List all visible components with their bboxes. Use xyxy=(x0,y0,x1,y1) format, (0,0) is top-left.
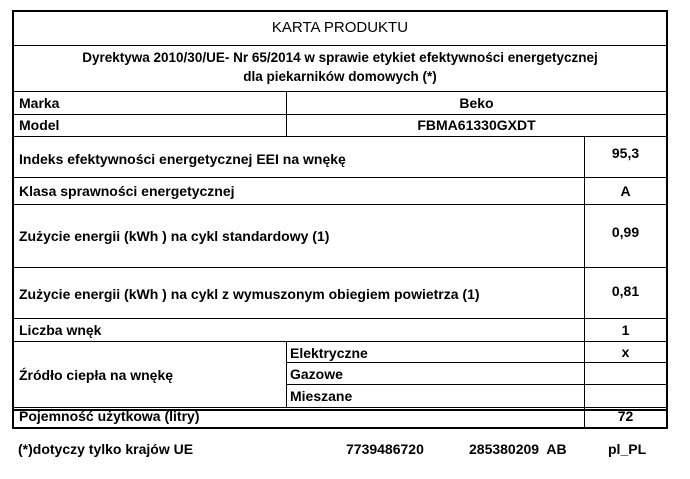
cavities-label: Liczba wnęk xyxy=(19,322,102,338)
class-label: Klasa sprawności energetycznej xyxy=(19,183,235,199)
volume-row xyxy=(12,406,668,429)
volume-label-text: Pojemność użytkowa (litry) xyxy=(19,408,200,424)
standard-cycle-value: 0,99 xyxy=(611,224,640,240)
product-card xyxy=(12,10,668,411)
fan-cycle-label: Zużycie energii (kWh ) na cykl z wymuszonym obiegiem powietrza (1) xyxy=(19,286,480,302)
heat-source-electric-value: x xyxy=(621,344,630,360)
brand-label: Marka xyxy=(19,95,60,111)
class-value: A xyxy=(620,183,631,199)
footer-code-1: 7739486720 xyxy=(346,441,424,457)
model-label: Model xyxy=(19,117,60,133)
heat-source-label: Źródło ciepła na wnękę xyxy=(19,367,174,383)
heat-source-mixed: Mieszane xyxy=(290,388,353,404)
footer-code-2: 285380209 AB xyxy=(469,441,567,457)
directive-line-2: dla piekarników domowych (*) xyxy=(243,69,437,84)
directive-line-1: Dyrektywa 2010/30/UE- Nr 65/2014 w sprawie etykiet efektywności energetycznej xyxy=(82,50,598,65)
standard-cycle-label: Zużycie energii (kWh ) na cykl standardowy (1) xyxy=(19,228,330,244)
volume-value: 72 xyxy=(617,408,634,424)
fan-cycle-value: 0,81 xyxy=(611,283,640,299)
brand-value: Beko xyxy=(459,95,494,111)
eei-label: Indeks efektywności energetycznej EEI na wnękę xyxy=(19,151,346,167)
footer-note: (*)dotyczy tylko krajów UE xyxy=(18,441,194,457)
cavities-value: 1 xyxy=(621,322,630,338)
model-value: FBMA61330GXDT xyxy=(417,117,536,133)
card-title: KARTA PRODUKTU xyxy=(271,19,409,36)
footer-locale: pl_PL xyxy=(608,441,647,457)
heat-source-electric: Elektryczne xyxy=(290,345,368,361)
heat-source-gas: Gazowe xyxy=(290,366,343,382)
eei-value: 95,3 xyxy=(611,145,640,161)
